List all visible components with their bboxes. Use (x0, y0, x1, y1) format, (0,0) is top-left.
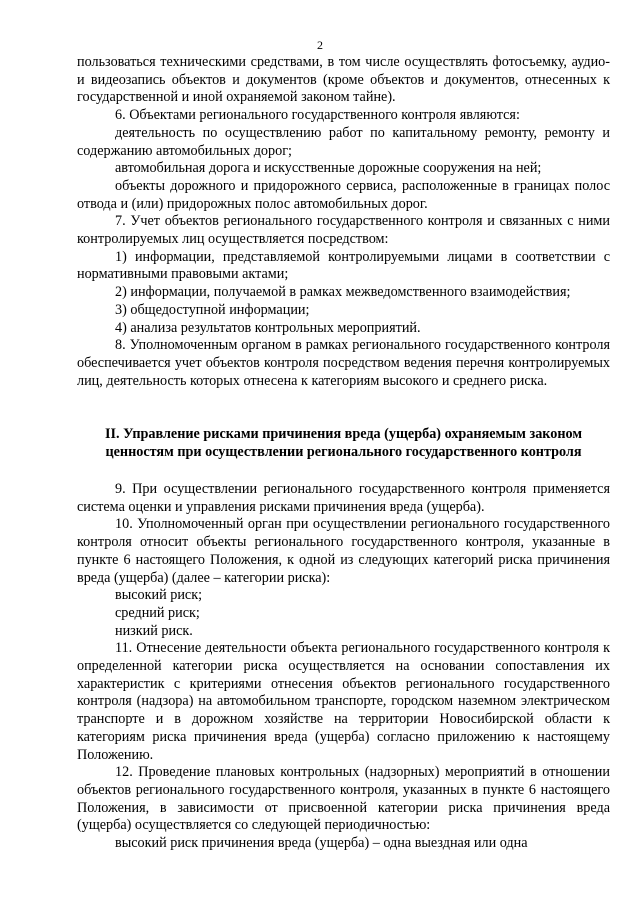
section-heading-line: II. Управление рисками причинения вреда (ущерба) охраняемым законом (104, 426, 583, 442)
paragraph: деятельность по осуществлению работ по капитальному ремонту, ремонту и содержанию автомобильных дорог; (77, 124, 610, 159)
paragraph: 3) общедоступной информации; (115, 301, 310, 318)
paragraph: автомобильная дорога и искусственные дорожные сооружения на ней; (115, 160, 542, 177)
paragraph: 6. Объектами регионального государственного контроля являются: (115, 107, 520, 124)
section-heading-line: ценностям при осуществлении регионального государственного контроля (105, 444, 582, 460)
paragraph: пользоваться техническими средствами, в том числе осуществлять фотосъемку, аудио- и видеозапись объектов и документов (кроме объектов и документов, отнесенных к государственной и иной охраняемой законом тайне). (77, 54, 610, 106)
paragraph: низкий риск. (115, 622, 193, 639)
paragraph: 7. Учет объектов регионального государственного контроля и связанных с ними контролируемых лиц осуществляется посредством: (77, 213, 610, 248)
paragraph: 11. Отнесение деятельности объекта регионального государственного контроля к определенной категории риска осуществляется на основании сопоставления их характеристик с критериями отнесения объектов регионального государственного контроля (надзора) на автомобильном транспорте, городском наземном электрическом транспорте и в дорожном хозяйстве на территории Новосибирской области к категориям риска причинения вреда (ущерба) согласно приложению к настоящему Положению. (77, 640, 610, 763)
paragraph: 4) анализа результатов контрольных мероприятий. (115, 319, 421, 336)
paragraph: 9. При осуществлении регионального государственного контроля применяется система оценки и управления рисками причинения вреда (ущерба). (77, 481, 610, 515)
paragraph: объекты дорожного и придорожного сервиса, расположенные в границах полос отвода и (или) придорожных полос автомобильных дорог. (77, 177, 610, 212)
paragraph: 8. Уполномоченным органом в рамках регионального государственного контроля обеспечивается учет объектов контроля посредством ведения перечня контролируемых лиц, деятельность которых отнесена к категориям высокого и среднего риска. (77, 337, 610, 389)
bottom-text-block (77, 481, 610, 853)
top-text-block (77, 54, 610, 390)
paragraph: высокий риск причинения вреда (ущерба) – одна выездная или одна (115, 835, 528, 852)
paragraph: 2) информации, получаемой в рамках межведомственного взаимодействия; (115, 284, 571, 301)
paragraph: средний риск; (115, 604, 200, 621)
paragraph: 10. Уполномоченный орган при осуществлении регионального государственного контроля относит объекты регионального государственного контроля, указанные в пункте 6 настоящего Положения, к одной из следующих категорий риска причинения вреда (ущерба) (далее – категории риска): (77, 516, 610, 586)
paragraph: 1) информации, представляемой контролируемыми лицами в соответствии с нормативными правовыми актами; (77, 248, 610, 283)
paragraph: высокий риск; (115, 587, 203, 604)
page-number: 2 (317, 38, 323, 52)
paragraph: 12. Проведение плановых контрольных (надзорных) мероприятий в отношении объектов регионального государственного контроля, указанных в пункте 6 настоящего Положения, в зависимости от присвоенной категории риска причинения вреда (ущерба) осуществляется со следующей периодичностью: (77, 764, 610, 834)
section-heading (77, 425, 610, 461)
